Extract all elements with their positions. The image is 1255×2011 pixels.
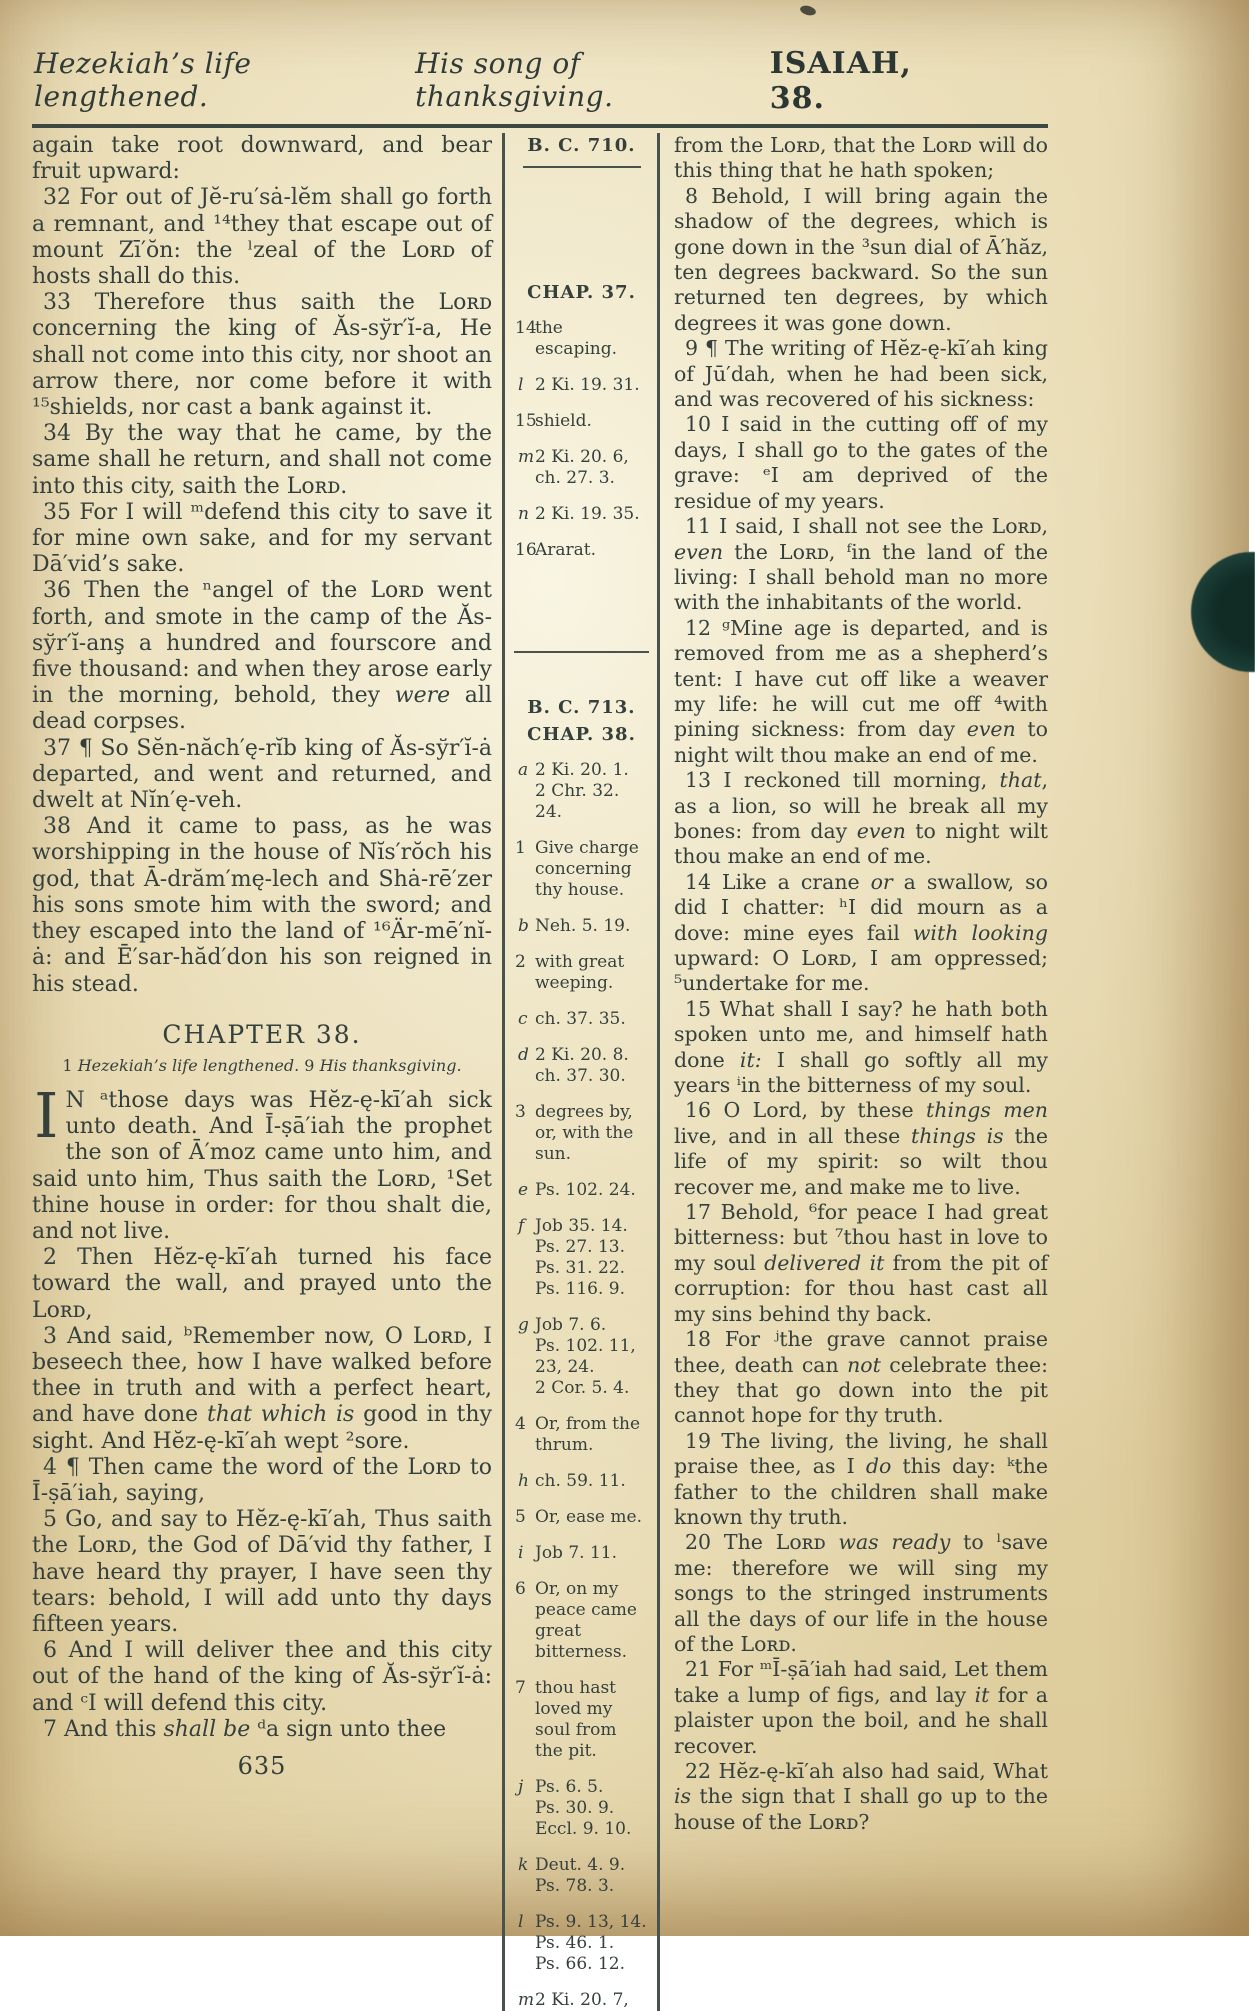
cross-ref-item	[514, 1678, 649, 1762]
running-head	[34, 46, 1046, 116]
cross-ref-item	[514, 838, 649, 901]
running-head-book-title: ISAIAH, 38.	[769, 46, 912, 116]
cross-ref-item	[514, 1507, 649, 1528]
verse-text: Hĕz-ę-kī′ah also had said, What is the sign that I shall go up to the house of the Lᴏʀᴅ?	[674, 1759, 1048, 1834]
ref-marker: l	[518, 1912, 524, 1932]
ref-text: Or, on my peace came great bitterness.	[535, 1579, 637, 1662]
ref-marker: n	[518, 504, 529, 524]
cross-ref-item	[514, 1102, 649, 1165]
verse-number: 3	[43, 1323, 57, 1349]
verse-text: For I will ᵐdefend this city to save it for mine own sake, and for my servant Dā′vid’s sake.	[32, 499, 492, 578]
ref-marker: f	[518, 1216, 525, 1236]
verse-text: For ʲthe grave cannot praise thee, death can not celebrate thee: they that go down into the pit cannot hope for thy truth.	[674, 1327, 1048, 1428]
ref-line: 2 Chr. 32. 24.	[535, 781, 620, 822]
verse-text: Then the ⁿangel of the Lᴏʀᴅ went forth, and smote in the camp of the Ăs-sўr′ĭ-anş a hundred and fourscore and five thousand: and when they arose early in the morning, behold, they were all dead corpses.	[32, 578, 492, 735]
ref-marker: 5	[515, 1507, 526, 1527]
ref-line: Ps. 30. 9.	[535, 1798, 615, 1818]
ref-line: Ps. 9. 13, 14.	[535, 1912, 647, 1932]
cross-ref-item	[514, 1414, 649, 1456]
verse-text: The living, the living, he shall praise thee, as I do this day: ᵏthe father to the children shall make known thy truth.	[674, 1428, 1049, 1529]
verse-number: 14	[685, 869, 712, 894]
verse-text: By the way that he came, by the same shall he return, and shall not come into this city, saith the Lᴏʀᴅ.	[32, 421, 492, 499]
ref-marker: 16	[515, 540, 537, 560]
verse	[32, 1507, 492, 1638]
verse-number: 20	[685, 1530, 712, 1555]
bc-date: B. C. 710.	[527, 135, 636, 156]
verse	[32, 1638, 492, 1717]
ref-line: ch. 27. 3.	[535, 468, 615, 488]
verse	[674, 1327, 1048, 1429]
verse-number: 8	[685, 183, 699, 208]
ref-line: 2 Ki. 20. 1.	[535, 760, 629, 780]
verse-number: 32	[43, 185, 71, 211]
ref-marker: d	[518, 1045, 529, 1065]
verse	[674, 1200, 1048, 1327]
ref-line: Ps. 31. 22.	[535, 1258, 625, 1278]
verse	[674, 1759, 1048, 1835]
cross-ref-item	[514, 1990, 649, 2011]
verse-text: I said in the cutting off of my days, I shall go to the gates of the grave: ᵉI am deprived of the residue of my years.	[674, 412, 1048, 513]
verse-text: And said, ᵇRemember now, O Lᴏʀᴅ, I beseech thee, how I have walked before thee in truth and with a perfect heart, and have done that which is good in thy sight. And Hĕz-ę-kī′ah wept ²sore.	[32, 1323, 492, 1454]
verse-number: 35	[43, 499, 71, 525]
ref-text: 2 Ki. 19. 35.	[535, 504, 640, 524]
chapter-summary: 1 Hezekiah’s life lengthened. 9 His thanksgiving.	[62, 1055, 462, 1075]
verse	[32, 500, 492, 579]
verse-text: ¶ Then came the word of the Lᴏʀᴅ to Ī-ṣā′iah, saying,	[32, 1454, 492, 1506]
ref-text: Ps. 102. 24.	[535, 1180, 636, 1200]
chapter-heading: CHAPTER 38.	[162, 1019, 362, 1049]
verse-number: 33	[43, 290, 71, 316]
verse-text: ¶ So Sĕn-năch′ę-rĭb king of Ăs-sўr′ĭ-ȧ departed, and went and returned, and dwelt at Nĭn′ę-veh.	[32, 735, 492, 814]
verse-text: O Lord, by these things men live, and in all these things is the life of my spirit: so wilt thou recover me, and make me to live.	[674, 1098, 1049, 1199]
verse	[32, 185, 492, 290]
cross-ref-item	[514, 1471, 649, 1492]
verse-text: And I will deliver thee and this city out of the hand of the king of Ăs-sўr′ĭ-ȧ: and ᶜI will defend this city.	[32, 1638, 492, 1716]
verse-number: 10	[685, 412, 712, 437]
ref-text: the escaping.	[535, 318, 617, 359]
ref-line: ch. 37. 30.	[535, 1066, 626, 1086]
verse-text: What shall I say? he hath both spoken unto me, and himself hath done it: I shall go softly all my years ⁱin the bitterness of my soul.	[674, 996, 1048, 1098]
chapter-ref-heading: CHAP. 37.	[527, 282, 636, 303]
ref-text: shield.	[535, 411, 592, 431]
ref-marker: k	[518, 1855, 529, 1875]
ref-marker: i	[518, 1543, 524, 1563]
ref-text: 2 Ki. 19. 31.	[535, 375, 640, 395]
page-content	[32, 46, 1048, 2011]
ref-text: 2 Ki. 20. 7,	[535, 1990, 629, 2010]
verse-number: 34	[43, 421, 71, 447]
cross-ref-item	[514, 1045, 649, 1087]
ref-line: Ps. 78. 3.	[535, 1876, 615, 1896]
verse-text: And this shall be ᵈa sign unto thee	[64, 1716, 447, 1742]
ref-text: Ararat.	[535, 540, 597, 560]
verse-text: Then Hĕz-ę-kī′ah turned his face toward the wall, and prayed unto the Lᴏʀᴅ,	[32, 1245, 492, 1323]
cross-ref-item	[514, 1180, 649, 1201]
verse-number: 19	[685, 1428, 712, 1453]
ref-text: degrees by, or, with the sun.	[535, 1102, 634, 1164]
ref-text: with great weeping.	[535, 952, 625, 993]
ref-line: Job 7. 6.	[535, 1315, 607, 1335]
verse-number: 6	[43, 1638, 57, 1664]
verse	[32, 1455, 492, 1507]
cross-ref-item	[514, 1855, 649, 1897]
ref-marker: 14	[515, 318, 537, 338]
verse	[32, 578, 492, 735]
header-rule	[32, 124, 1048, 128]
verse	[674, 1098, 1048, 1200]
ref-marker: 7	[515, 1678, 526, 1698]
verse	[32, 736, 492, 815]
verse-text: For ᵐĪ-ṣā′iah had said, Let them take a lump of figs, and lay it for a plaister upon the boil, and he shall recover.	[674, 1657, 1048, 1758]
ref-marker: 1	[515, 838, 526, 858]
verse-number: 7	[43, 1716, 57, 1742]
drop-cap: I	[34, 1078, 59, 1152]
ref-marker: 2	[515, 952, 526, 972]
verse	[32, 290, 492, 421]
divider	[523, 166, 641, 168]
ref-marker: c	[518, 1009, 528, 1029]
verse	[674, 336, 1048, 412]
verse-number: 21	[685, 1657, 712, 1682]
verse	[674, 997, 1048, 1099]
ref-marker: e	[518, 1180, 529, 1200]
cross-ref-item	[514, 1777, 649, 1840]
ref-line: Ps. 27. 13.	[535, 1237, 625, 1257]
verse	[32, 421, 492, 500]
ref-text: ch. 59. 11.	[535, 1471, 626, 1491]
ref-text: thou hast loved my soul from the pit.	[535, 1678, 617, 1761]
verse	[674, 870, 1048, 997]
verse-text: And it came to pass, as he was worshipping in the house of Nĭs′rŏch his god, that Ā-drăm′mę-lech and Shȧ-rē′zer his sons smote him with the sword; and they escaped into the land of ¹⁶Är-mē′nĭ-ȧ: and Ē′sar-hăd′don his son reigned in his stead.	[32, 814, 492, 997]
ref-line: 2 Ki. 20. 8.	[535, 1045, 629, 1065]
verse	[674, 184, 1048, 336]
verse	[674, 514, 1048, 616]
divider	[514, 651, 649, 653]
cross-ref-item	[514, 1543, 649, 1564]
verse-number: 4	[43, 1454, 57, 1480]
ref-line: Ps. 102. 11, 23, 24.	[535, 1336, 636, 1377]
ref-line: Eccl. 9. 10.	[535, 1819, 632, 1839]
verse-number: 37	[43, 735, 71, 761]
page-number: 635	[237, 1751, 287, 1780]
chapter-ref-heading: CHAP. 38.	[527, 724, 636, 745]
ref-line: Ps. 6. 5.	[535, 1777, 604, 1797]
verse	[32, 1078, 492, 1245]
verse-number: 2	[43, 1245, 57, 1271]
verse-text: Like a crane or a swallow, so did I chatter: ʰI did mourn as a dove: mine eyes fail with looking upward: O Lᴏʀᴅ, I am oppressed; ⁵undertake for me.	[674, 869, 1048, 996]
ref-marker: a	[518, 760, 529, 780]
ref-marker: h	[518, 1471, 529, 1491]
cross-ref-item	[514, 1216, 649, 1300]
text-column-left	[32, 133, 492, 2011]
cross-ref-item	[514, 1315, 649, 1399]
running-head-left: Hezekiah’s life lengthened.	[34, 47, 252, 113]
verse-continuation: from the Lᴏʀᴅ, that the Lᴏʀᴅ will do this thing that he hath spoken;	[674, 133, 1048, 183]
cross-ref-item	[514, 411, 649, 432]
verse-number: 18	[685, 1327, 712, 1352]
ref-line: Ps. 116. 9.	[535, 1279, 625, 1299]
cross-ref-item	[514, 447, 649, 489]
verse-number: 11	[685, 514, 712, 539]
verse-continuation: again take root downward, and bear fruit upward:	[32, 133, 492, 185]
cross-ref-item	[514, 916, 649, 937]
verse-number: 12	[685, 615, 712, 640]
cross-ref-item	[514, 504, 649, 525]
verse	[674, 1657, 1048, 1759]
verse	[32, 814, 492, 997]
verse-text: Behold, I will bring again the shadow of the degrees, which is gone down in the ³sun dial of Ā′hăz, ten degrees backward. So the sun returned ten degrees, by which degrees it was gone down.	[674, 183, 1048, 335]
ref-text: Or, ease me.	[535, 1507, 642, 1527]
ref-marker: m	[518, 1990, 535, 2010]
verse-text: Go, and say to Hĕz-ę-kī′ah, Thus saith the Lᴏʀᴅ, the God of Dā′vid thy father, I have heard thy prayer, I have seen thy tears: behold, I will add unto thy days fifteen years.	[32, 1507, 492, 1637]
cross-ref-item	[514, 1912, 649, 1975]
text-columns	[32, 133, 1048, 2011]
ref-text: Give charge concerning thy house.	[535, 838, 639, 900]
verse-text: I reckoned till morning, that, as a lion, so will he break all my bones: from day even to night wilt thou make an end of me.	[674, 768, 1048, 869]
ref-line: 2 Cor. 5. 4.	[535, 1378, 630, 1398]
ref-marker: 4	[515, 1414, 526, 1434]
ref-marker: g	[518, 1315, 529, 1335]
verse-text: The Lᴏʀᴅ was ready to ˡsave me: therefore we will sing my songs to the stringed instruments all the days of our life in the house of the Lᴏʀᴅ.	[674, 1530, 1048, 1656]
verse-number: 36	[43, 578, 71, 604]
ref-marker: b	[518, 916, 529, 936]
ref-text: ch. 37. 35.	[535, 1009, 626, 1029]
verse	[674, 1429, 1048, 1531]
verse-text: Therefore thus saith the Lᴏʀᴅ concerning the king of Ăs-sўr′ĭ-a, He shall not come into this city, nor shoot an arrow there, nor come before it with ¹⁵shields, nor cast a bank against it.	[32, 290, 492, 421]
running-head-center: His song of thanksgiving.	[415, 47, 614, 113]
verse-text: Behold, ⁶for peace I had great bitterness: but ⁷thou hast in love to my soul delivered it from the pit of corruption: for thou hast cast all my sins behind thy back.	[674, 1200, 1049, 1326]
cross-ref-item	[514, 760, 649, 823]
ref-marker: 6	[515, 1579, 526, 1599]
cross-ref-item	[514, 318, 649, 360]
verse-number: 15	[685, 996, 712, 1021]
verse	[674, 616, 1048, 768]
verse-number: 22	[685, 1759, 712, 1783]
thumb-index-tab	[1191, 552, 1255, 672]
verse-text: ᵍMine age is departed, and is removed from me as a shepherd’s tent: I have cut off like a weaver my life: he will cut me off ⁴with pining sickness: from day even to night wilt thou make an end of me.	[674, 615, 1048, 767]
verse	[32, 1324, 492, 1455]
ref-text: Neh. 5. 19.	[535, 916, 631, 936]
verse-number: 13	[685, 768, 712, 793]
ref-text: Or, from the thrum.	[535, 1414, 641, 1455]
ref-marker: j	[518, 1777, 524, 1797]
ref-line: Deut. 4. 9.	[535, 1855, 626, 1875]
text-column-right	[674, 133, 1048, 2011]
bc-date: B. C. 713.	[527, 697, 636, 718]
ref-marker: l	[518, 375, 524, 395]
verse-text: For out of Jĕ-ru′sȧ-lĕm shall go forth a remnant, and ¹⁴they that escape out of mount Zī′ŏn: the ˡzeal of the Lᴏʀᴅ of hosts shall do this.	[32, 185, 492, 290]
verse-number: 17	[685, 1200, 712, 1225]
verse	[32, 1245, 492, 1324]
ref-marker: m	[518, 447, 535, 467]
cross-ref-item	[514, 952, 649, 994]
verse	[674, 412, 1048, 514]
ref-line: Job 35. 14.	[535, 1216, 628, 1236]
verse-text: I said, I shall not see the Lᴏʀᴅ, even the Lᴏʀᴅ, ᶠin the land of the living: I shall behold man no more with the inhabitants of the world.	[674, 514, 1048, 615]
ink-speck	[799, 4, 817, 17]
ref-marker: 15	[515, 411, 537, 431]
cross-ref-item	[514, 375, 649, 396]
verse-number: 9	[685, 336, 699, 361]
verse	[32, 1717, 492, 1743]
verse-text: ¶ The writing of Hĕz-ę-kī′ah king of Jū′dah, when he had been sick, and was recovered of his sickness:	[674, 336, 1048, 412]
ref-marker: 3	[515, 1102, 526, 1122]
verse	[674, 1530, 1048, 1657]
cross-ref-item	[514, 540, 649, 561]
ref-line: Ps. 66. 12.	[535, 1954, 625, 1974]
verse-number: 5	[43, 1507, 57, 1533]
verse-number: 38	[43, 814, 71, 840]
ref-text: Job 7. 11.	[535, 1543, 617, 1563]
verse	[674, 768, 1048, 870]
cross-ref-item	[514, 1009, 649, 1030]
verse-number: 16	[685, 1098, 712, 1123]
ref-line: 2 Ki. 20. 6,	[535, 447, 629, 467]
verse-text: N ᵃthose days was Hĕz-ę-kī′ah sick unto death. And Ī-ṣā′iah the prophet the son of Ā′moz came unto him, and said unto him, Thus saith the Lᴏʀᴅ, ¹Set thine house in order: for thou shalt die, and not live.	[32, 1087, 492, 1244]
cross-ref-item	[514, 1579, 649, 1663]
ref-line: Ps. 46. 1.	[535, 1933, 615, 1953]
cross-reference-column	[502, 133, 660, 2011]
